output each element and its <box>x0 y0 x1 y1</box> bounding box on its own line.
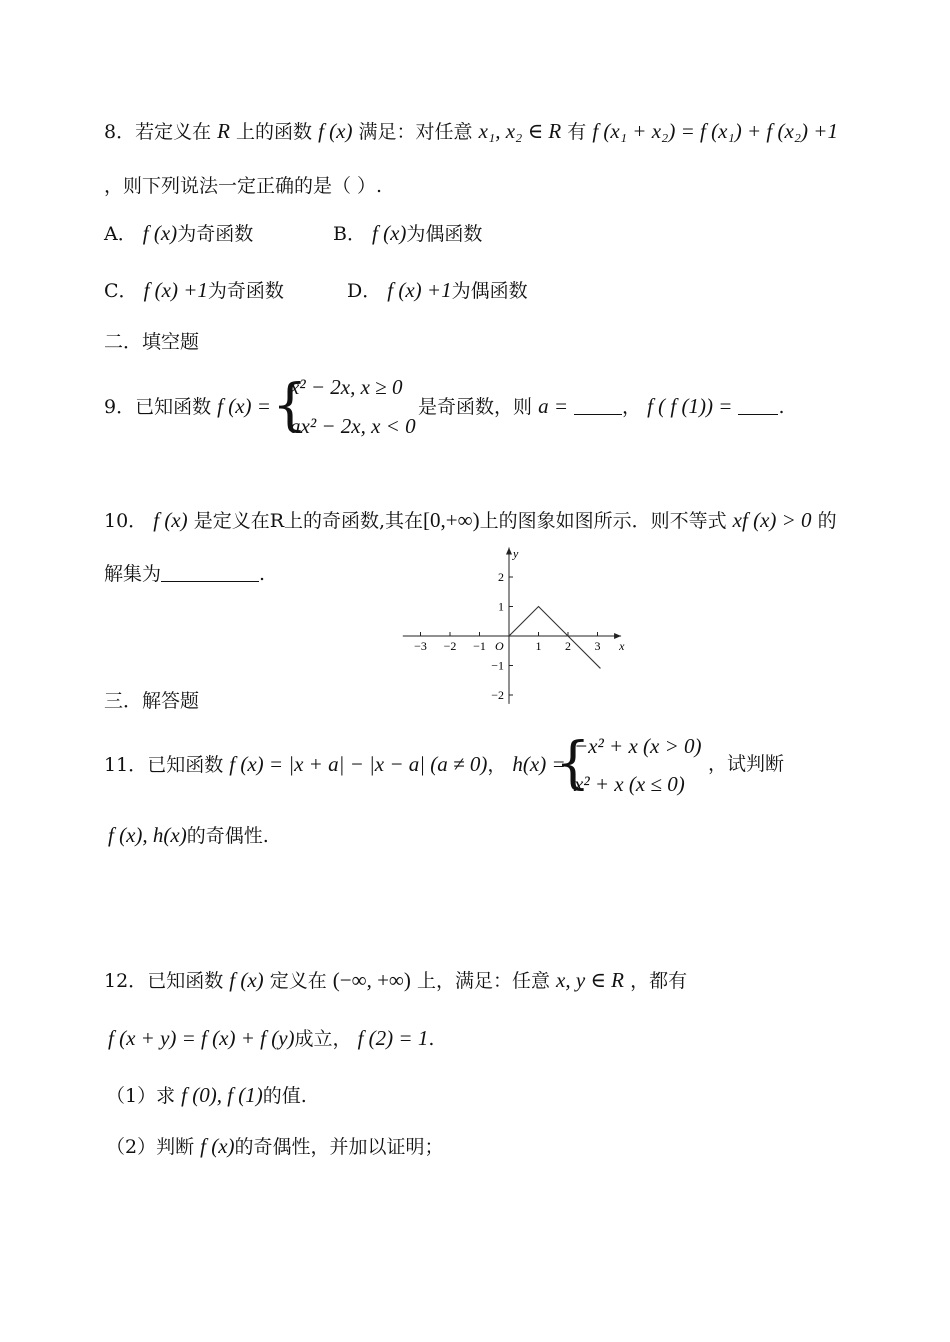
q11-number: 11． <box>104 754 148 776</box>
q9-rest <box>418 394 785 419</box>
q12-line2 <box>108 1026 434 1051</box>
q9-blank-ff1[interactable] <box>738 396 778 415</box>
q10-end: . <box>259 563 266 585</box>
q12-text: ，都有 <box>630 970 688 992</box>
q9-blank-a[interactable] <box>574 396 622 415</box>
section-fill-in-heading: 二．填空题 <box>104 331 200 353</box>
q8-number: 8． <box>104 121 136 143</box>
q8-option-c <box>104 278 284 303</box>
x-axis-label: x <box>619 639 625 653</box>
q8-option-b <box>333 221 482 246</box>
q9-case2: ax² − 2x, x < 0 <box>290 414 416 438</box>
option-label: C． <box>104 280 138 302</box>
y-tick-label: −1 <box>491 658 504 673</box>
q12-part1-math: f (0), f (1) <box>181 1083 263 1107</box>
q11-rest: ，试判断 <box>708 753 785 775</box>
q11-line2 <box>108 823 269 848</box>
q9-a: a = <box>538 394 568 418</box>
q12-part2 <box>106 1134 444 1159</box>
q8-text: 满足：对任意 <box>358 121 473 143</box>
q11-case1: −x² + x (x > 0) <box>574 734 702 758</box>
q12-text: 上，满足：任意 <box>416 970 550 992</box>
q11-text: 已知函数 <box>147 754 224 776</box>
q10-text: 是定义在R上的奇函数,其在 <box>193 510 424 532</box>
option-text: 为奇函数 <box>177 223 254 245</box>
q12-number: 12． <box>104 970 148 992</box>
q9-fx: f (x) = <box>217 394 271 418</box>
option-label: A． <box>104 223 137 245</box>
q12-dot: . <box>428 1028 435 1050</box>
q10-text: 上的图象如图所示．则不等式 <box>479 510 727 532</box>
option-math: f (x) <box>142 221 178 245</box>
q10-inequality: xf (x) > 0 <box>732 508 812 532</box>
q9-text: 已知函数 <box>135 396 212 418</box>
q9-ff1: f ( f (1)) = <box>647 394 733 418</box>
q8-line1 <box>104 119 838 144</box>
q12-fx: f (x) <box>229 968 264 992</box>
q12-equation: f (x + y) = f (x) + f (y) <box>108 1026 295 1050</box>
q10-fx: f (x) <box>153 508 188 532</box>
option-text: 为奇函数 <box>207 280 284 302</box>
q12-part2-math: f (x) <box>200 1134 235 1158</box>
option-math: f (x) <box>372 221 407 245</box>
option-math: f (x) +1 <box>143 278 208 302</box>
option-text: 为偶函数 <box>451 280 528 302</box>
q8-equation: f (x₁ + x₂) = f (x₁) + f (x₂) +1 <box>592 119 838 143</box>
section-solve-heading: 三．解答题 <box>104 690 200 712</box>
q11-sep: ， <box>487 754 507 776</box>
q12-text: 成立， <box>294 1028 352 1050</box>
y-axis-arrow <box>506 548 512 555</box>
q10-answer-blank[interactable] <box>161 563 259 582</box>
x-tick-label: −1 <box>473 639 486 653</box>
option-label: D． <box>347 280 382 302</box>
y-tick-label: 1 <box>498 599 504 614</box>
x-tick-label: −2 <box>443 639 457 653</box>
x-tick-label: −3 <box>414 639 427 653</box>
q12-text: 已知函数 <box>147 970 224 992</box>
q12-part1-text: 的值. <box>262 1085 307 1107</box>
q11-h-definition: h(x) = <box>512 752 566 776</box>
q10-interval: [0,+∞) <box>423 508 480 532</box>
option-math: f (x) +1 <box>387 278 452 302</box>
q9-brace: { <box>272 373 308 438</box>
x-tick-label: 3 <box>594 639 601 653</box>
y-axis-label: y <box>513 546 519 561</box>
q8-text: 若定义在 <box>135 121 212 143</box>
q10-line1 <box>104 508 837 533</box>
y-tick-label: −2 <box>491 688 504 702</box>
function-graph-line <box>509 607 600 669</box>
q11-case2: x² + x (x ≤ 0) <box>574 772 685 796</box>
x-tick-label: 2 <box>565 639 571 653</box>
q9-sep: ， <box>622 396 642 418</box>
q9-end: . <box>778 396 785 418</box>
q8-text: 上的函数 <box>236 121 313 143</box>
q9-intro <box>104 394 271 419</box>
q12-f2: f (2) = 1 <box>357 1026 429 1050</box>
q11-intro <box>104 752 566 777</box>
q10-line2 <box>104 562 265 586</box>
q11-brace: { <box>555 731 591 796</box>
q10-graph <box>395 546 635 708</box>
q12-domain: (−∞, +∞) <box>332 968 411 992</box>
q12-vars: x, y ∈ R <box>556 968 625 992</box>
q11-text: 的奇偶性. <box>186 825 269 847</box>
q8-R: R <box>217 119 230 143</box>
q8-fx: f (x) <box>318 119 353 143</box>
option-text: 为偶函数 <box>406 223 483 245</box>
q9-case1: x² − 2x, x ≥ 0 <box>290 375 403 399</box>
q12-part2-label: （2）判断 <box>106 1136 195 1158</box>
q12-part2-text: 的奇偶性，并加以证明； <box>234 1136 444 1158</box>
q12-part1 <box>106 1083 307 1108</box>
q10-text: 的 <box>817 510 837 532</box>
origin-label: O <box>495 639 504 653</box>
q11-f-definition: f (x) = |x + a| − |x − a| (a ≠ 0) <box>229 752 488 776</box>
q12-text: 定义在 <box>269 970 327 992</box>
q8-option-d <box>347 278 528 303</box>
q10-text: 解集为 <box>104 563 162 585</box>
q8-line2: ，则下列说法一定正确的是（ ）. <box>104 175 383 197</box>
y-tick-label: 2 <box>498 570 504 584</box>
q10-number: 10． <box>104 510 148 532</box>
q11-functions: f (x), h(x) <box>108 823 187 847</box>
q9-text: 是奇函数，则 <box>418 396 533 418</box>
q12-part1-label: （1）求 <box>106 1085 176 1107</box>
option-label: B． <box>333 223 366 245</box>
q12-line1 <box>104 968 687 993</box>
q9-number: 9． <box>104 396 136 418</box>
q8-text: 有 <box>567 121 587 143</box>
q8-option-a <box>104 221 253 246</box>
q8-vars: x₁, x₂ ∈ R <box>478 119 562 143</box>
x-tick-label: 1 <box>535 639 542 653</box>
